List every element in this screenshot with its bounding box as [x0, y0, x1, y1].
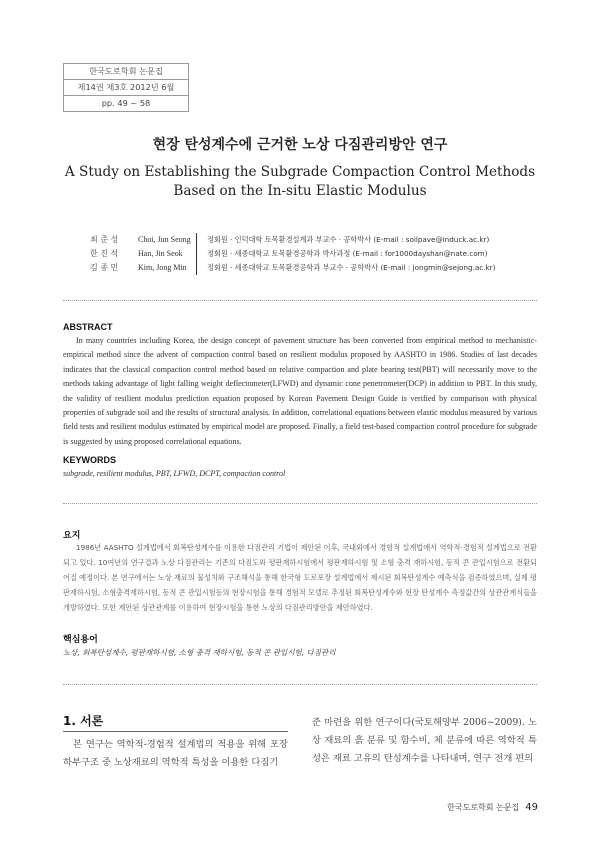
journal-name: 한국도로학회 논문집: [89, 66, 163, 76]
journal-pages: pp. 49 ~ 58: [64, 95, 188, 111]
keywords-text: subgrade, resilient modulus, PBT, LFWD, DCPT, compaction control: [63, 469, 286, 478]
dotted-divider: [63, 300, 537, 301]
title-english-line2: Based on the In-situ Elastic Modulus: [173, 183, 427, 199]
author-korean-name: 한 진 석: [90, 249, 119, 258]
title-english-line1: A Study on Establishing the Subgrade Compaction Control Methods: [64, 164, 536, 180]
footer-journal: 한국도로학회 논문집: [447, 803, 520, 812]
author-roman-name: Choi, Jun Seong: [138, 235, 191, 244]
keywords-ko-text: 노상, 회복탄성계수, 평판재하시험, 소형 충격 재하시험, 동적 콘 관입시험, 다짐관리: [63, 648, 336, 657]
dotted-divider: [63, 684, 537, 685]
author-affiliation: 정회원 · 세종대학교 토목환경공학과 부교수 · 공학박사 (E-mail : jongmin@sejong.ac.kr): [207, 263, 496, 272]
section-underline: [63, 731, 288, 732]
author-divider: [196, 233, 197, 275]
intro-column-left: 본 연구는 역학적-경험적 설계법의 적용을 위해 포장 하부구조 중 노상재료의 역학적 특성을 이용한 다짐기: [63, 739, 288, 768]
author-affiliation: 정회원 · 인덕대학 토목환경설계과 부교수 · 공학박사 (E-mail : soilpave@induck.ac.kr): [207, 235, 490, 244]
title-korean: 현장 탄성계수에 근거한 노상 다짐관리방안 연구: [152, 137, 448, 153]
keywords-ko-heading: 핵심용어: [63, 635, 98, 645]
journal-volume: 제14권 제3호 2012년 6월: [64, 79, 188, 95]
author-korean-name: 김 종 민: [90, 263, 119, 272]
keywords-heading: KEYWORDS: [63, 455, 117, 465]
dotted-divider: [63, 503, 537, 504]
abstract-heading: ABSTRACT: [63, 322, 113, 332]
summary-heading: 요지: [63, 531, 81, 541]
section-heading-intro: 1. 서론: [63, 714, 104, 728]
summary-text: 1986년 AASHTO 설계법에서 회복탄성계수를 이용한 다짐관리 기법이 제안된 이후, 국내외에서 경험적 설계법에서 역학적-경험적 설계법으로 전환되고 있다. 10여년의 연구결과 노상 다짐관리는 기존의 다짐도와 평판재하시험에서 평판재하시험 및 소형 충격 재하시험, 동적 콘 관입시험으로 전환되어질 예정이다. 본 연구에서는 노상 재료의 물성치와 구조해석을 통해 한국형 도로포장 설계법에서 제시된 회복탄성계수 예측식을 검증하였으며, 실제 평판재하시험, 소형충격재하시험, 동적 콘 관입시험등의 현장시험을 통해 경험적 모델로 추정된 회복탄성계수와 현장 탄성계수 측정값간의 상관관계식들을 개발하였다. 또한 제안된 상관관계를 이용하여 현장시험을 통한 노상의 다짐관리방안을 제안하였다.: [63, 543, 537, 612]
author-roman-name: Kim, Jong Min: [138, 263, 187, 272]
journal-info-box: [63, 63, 189, 112]
author-roman-name: Han, Jin Seok: [138, 249, 183, 258]
author-affiliation: 정회원 · 세종대학교 토목환경공학과 박사과정 (E-mail : for1000dayshan@nate.com): [207, 249, 488, 258]
abstract-text: In many countries including Korea, the design concept of pavement structure has been converted from empirical method to mechanistic-empirical method since the advent of compaction control based on resilient modulus proposed by AASHTO in 1986. Studies of last decades indicates that the classical compaction control method based on relative compaction and plate bearing test(PBT) will necessarily move to the methods taking advantage of light falling weight deflectometer(LFWD) and dynamic cone penetrometer(DCP) in addition to PBT. In this study, the validity of resilient modulus prediction equation proposed by Korean Pavement Design Guide is verified by comparison with physical properties of subgrade soil and the results of structural analysis. In addition, correlational equations between elastic modulus measured by various field tests and resilient modulus estimated by empirical model are proposed. Finally, a field test-based compaction control procedure for subgrade is suggested by using proposed correlational equations.: [63, 336, 537, 446]
author-korean-name: 최 준 성: [90, 235, 119, 244]
intro-column-right: 준 마련을 위한 연구이다(국토해양부 2006~2009). 노상 재료의 흙 분류 및 함수비, 체 분류에 따른 역학적 특성은 재료 고유의 탄성계수를 나타내며, 연구 전개 편의: [312, 717, 537, 764]
page-footer: [447, 802, 538, 813]
page-number: 49: [525, 802, 538, 813]
